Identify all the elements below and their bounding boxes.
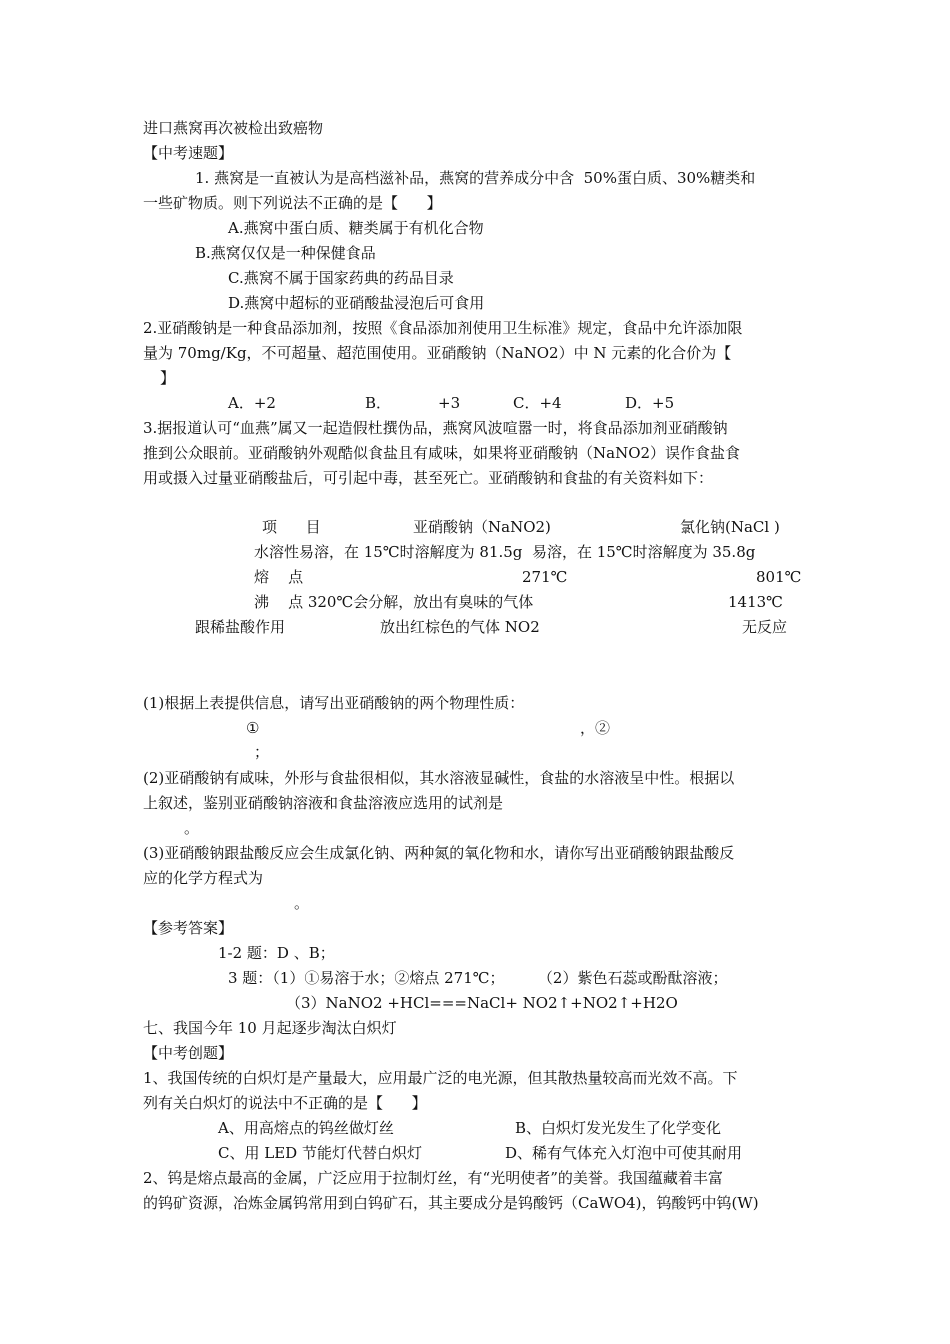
sub1-end: ； [254, 743, 270, 761]
s7-q1-option-b: B、白炽灯发光发生了化学变化 [515, 1119, 722, 1137]
sub3-line-1: (3)亚硝酸钠跟盐酸反应会生成氯化钠、两种氮的氧化物和水，请你写出亚硝酸钠跟盐酸反 [143, 844, 735, 862]
table-header-nano2: 亚硝酸钠（NaNO2) [413, 518, 551, 536]
s7-q1-option-a: A、用高熔点的钨丝做灯丝 [218, 1119, 394, 1137]
article-title: 进口燕窝再次被检出致癌物 [143, 119, 324, 137]
table-row-solubility: 水溶性易溶，在 15℃时溶解度为 81.5g 易溶，在 15℃时溶解度为 35.8g [254, 543, 756, 561]
q2-option-c: C．+4 [513, 394, 562, 412]
table-row-hcl-nacl: 无反应 [742, 618, 788, 636]
table-row-hcl-label: 跟稀盐酸作用 [195, 618, 286, 636]
answer-3-equation: （3）NaNO2 +HCl===NaCl+ NO2↑+NO2↑+H2O [286, 994, 678, 1012]
section7-title: 七、我国今年 10 月起逐步淘汰白炽灯 [143, 1019, 397, 1037]
sub2-end: 。 [184, 819, 200, 837]
sub2-line-2: 上叙述，鉴别亚硝酸钠溶液和食盐溶液应选用的试剂是 [143, 794, 504, 812]
answer-1-2: 1-2 题：D 、B； [218, 944, 335, 962]
q2-line-3: 】 [160, 369, 176, 387]
s7-q1-line-2: 列有关白炽灯的说法中不正确的是【 】 [143, 1094, 427, 1112]
table-row-melting-label: 熔 点 [254, 568, 304, 586]
q2-option-a: A．+2 [228, 394, 276, 412]
q1-option-b: B.燕窝仅仅是一种保健食品 [195, 244, 376, 262]
table-row-hcl-nano2: 放出红棕色的气体 NO2 [380, 618, 540, 636]
table-row-boiling-nacl: 1413℃ [728, 593, 783, 611]
sub1-text: (1)根据上表提供信息，请写出亚硝酸钠的两个物理性质： [143, 694, 525, 712]
answers-header: 【参考答案】 [143, 919, 234, 937]
answer-3: 3 题：（1）①易溶于水；②熔点 271℃； （2）紫色石蕊或酚酞溶液； [228, 969, 728, 987]
table-row-boiling-nano2: 沸 点 320℃会分解，放出有臭味的气体 [254, 593, 534, 611]
q1-option-a: A.燕窝中蛋白质、糖类属于有机化合物 [228, 219, 484, 237]
sub3-line-2: 应的化学方程式为 [143, 869, 264, 887]
q3-line-2: 推到公众眼前。亚硝酸钠外观酷似食盐且有咸味，如果将亚硝酸钠（NaNO2）误作食盐食 [143, 444, 741, 462]
q3-line-1: 3.据报道认可“血燕”属又一起造假杜撰伪品，燕窝风波喧嚣一时，将食品添加剂亚硝酸钠 [143, 419, 728, 437]
sub3-end: 。 [294, 894, 310, 912]
table-row-melting-nano2: 271℃ [522, 568, 568, 586]
sub1-blank-2: ，② [580, 719, 611, 737]
s7-q1-option-d: D、稀有气体充入灯泡中可使其耐用 [505, 1144, 743, 1162]
sub1-blank-1: ① [246, 719, 260, 737]
s7-q2-line-2: 的钨矿资源，冶炼金属钨常用到白钨矿石，其主要成分是钨酸钙（CaWO4)，钨酸钙中钨(W) [143, 1194, 759, 1212]
section7-header: 【中考创题】 [143, 1044, 234, 1062]
q2-line-2: 量为 70mg/Kg，不可超量、超范围使用。亚硝酸钠（NaNO2）中 N 元素的化合价为【 [143, 344, 732, 362]
q1-line-1: 1. 燕窝是一直被认为是高档滋补品，燕窝的营养成分中含 50%蛋白质、30%糖类和 [195, 169, 756, 187]
sub2-line-1: (2)亚硝酸钠有咸味，外形与食盐很相似，其水溶液显碱性，食盐的水溶液呈中性。根据以 [143, 769, 735, 787]
q2-option-b-value: +3 [438, 394, 461, 412]
section-header: 【中考速题】 [143, 144, 234, 162]
q2-option-b: B． [365, 394, 392, 412]
q1-option-c: C.燕窝不属于国家药典的药品目录 [228, 269, 454, 287]
q2-option-d: D．+5 [625, 394, 675, 412]
s7-q1-option-c: C、用 LED 节能灯代替白炽灯 [218, 1144, 422, 1162]
table-row-melting-nacl: 801℃ [756, 568, 802, 586]
s7-q2-line-1: 2、钨是熔点最高的金属，广泛应用于拉制灯丝，有“光明使者”的美誉。我国蕴藏着丰富 [143, 1169, 723, 1187]
q3-line-3: 用或摄入过量亚硝酸盐后，可引起中毒，甚至死亡。亚硝酸钠和食盐的有关资料如下： [143, 469, 714, 487]
q1-line-2: 一些矿物质。则下列说法不正确的是【 】 [143, 194, 442, 212]
q1-option-d: D.燕窝中超标的亚硝酸盐浸泡后可食用 [228, 294, 485, 312]
q2-line-1: 2.亚硝酸钠是一种食品添加剂，按照《食品添加剂使用卫生标准》规定，食品中允许添加限 [143, 319, 743, 337]
table-header-nacl: 氯化钠(NaCl ) [680, 518, 780, 536]
table-header-item: 项 目 [262, 518, 321, 536]
s7-q1-line-1: 1、我国传统的白炽灯是产量最大，应用最广泛的电光源，但其散热量较高而光效不高。下 [143, 1069, 738, 1087]
